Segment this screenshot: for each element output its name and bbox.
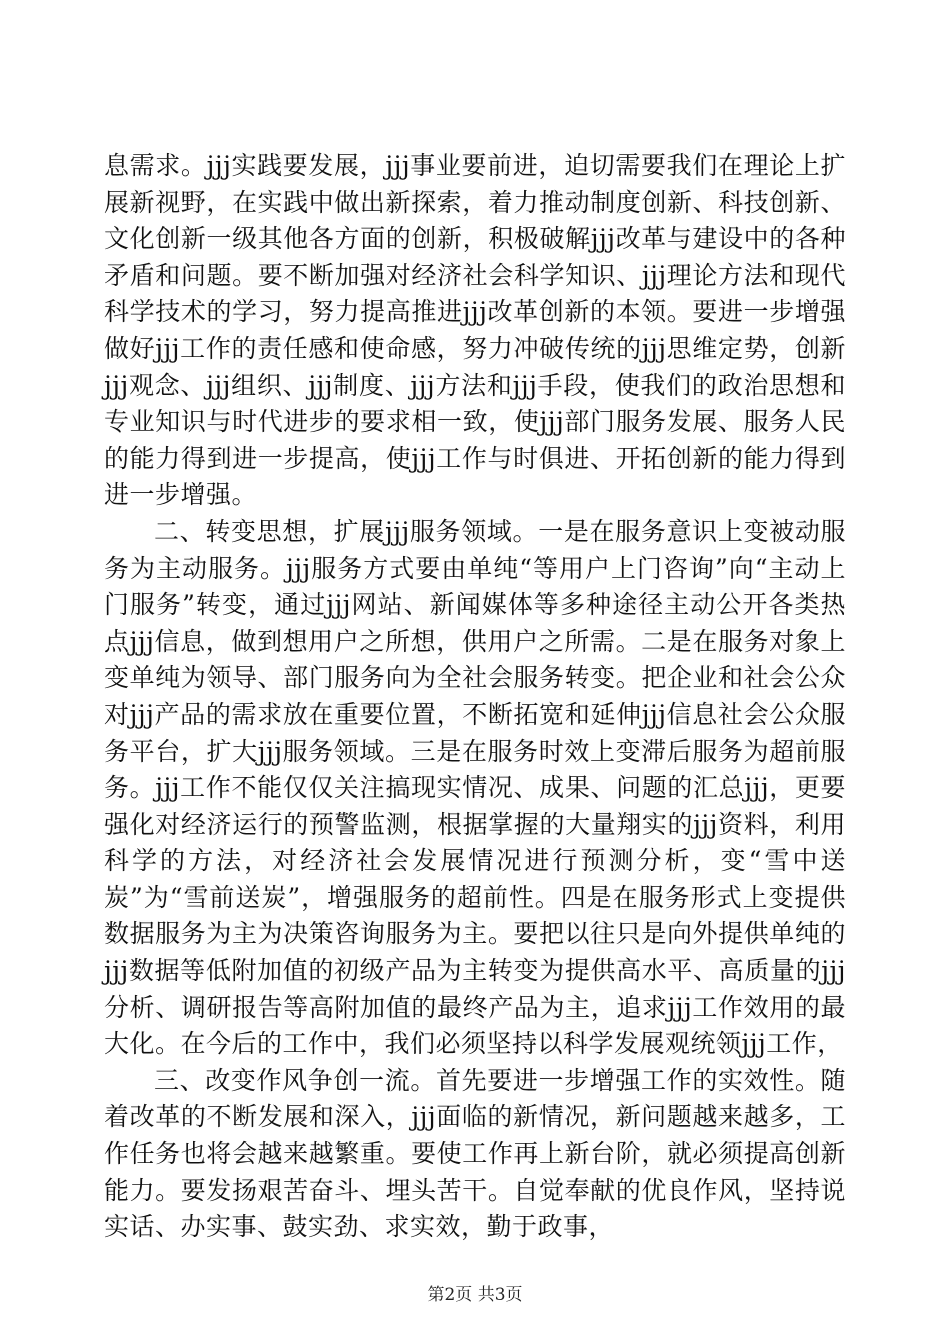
page-number-footer: 第2页 共3页 bbox=[427, 1285, 523, 1305]
paragraph-section-three: 三、改变作风争创一流。首先要进一步增强工作的实效性。随着改革的不断发展和深入，jjj面临的新情况，新问题越来越多，工作任务也将会越来越繁重。要使工作再上新台阶，就必须提高创新能力。要发扬艰苦奋斗、埋头苦干。自觉奉献的优良作风，坚持说实话、办实事、鼓实劲、求实效，勤于政事， bbox=[104, 1065, 846, 1242]
paragraph-section-two: 二、转变思想，扩展jjj服务领域。一是在服务意识上变被动服务为主动服务。jjj服务方式要由单纯“等用户上门咨询”向“主动上门服务”转变，通过jjj网站、新闻媒体等多种途径主动公开各类热点jjj信息，做到想用户之所想，供用户之所需。二是在服务对象上变单纯为领导、部门服务向为全社会服务转变。把企业和社会公众对jjj产品的需求放在重要位置，不断拓宽和延伸jjj信息社会公众服务平台，扩大jjj服务领域。三是在服务时效上变滞后服务为超前服务。jjj工作不能仅仅关注搞现实情况、成果、问题的汇总jjj，更要强化对经济运行的预警监测，根据掌握的大量翔实的jjj资料，利用科学的方法，对经济社会发展情况进行预测分析，变“雪中送炭”为“雪前送炭”，增强服务的超前性。四是在服务形式上变提供数据服务为主为决策咨询服务为主。要把以往只是向外提供单纯的jjj数据等低附加值的初级产品为主转变为提供高水平、高质量的jjj分析、调研报告等高附加值的最终产品为主，追求jjj工作效用的最大化。在今后的工作中，我们必须坚持以科学发展观统领jjj工作， bbox=[104, 516, 846, 1059]
document-body bbox=[104, 148, 846, 1246]
paragraph-continuation: 息需求。jjj实践要发展，jjj事业要前进，迫切需要我们在理论上扩展新视野，在实践中做出新探索，着力推动制度创新、科技创新、文化创新一级其他各方面的创新，积极破解jjj改革与建设中的各种矛盾和问题。要不断加强对经济社会科学知识、jjj理论方法和现代科学技术的学习，努力提高推进jjj改革创新的本领。要进一步增强做好jjj工作的责任感和使命感，努力冲破传统的jjj思维定势，创新jjj观念、jjj组织、jjj制度、jjj方法和jjj手段，使我们的政治思想和专业知识与时代进步的要求相一致，使jjj部门服务发展、服务人民的能力得到进一步提高，使jjj工作与时俱进、开拓创新的能力得到进一步增强。 bbox=[104, 151, 846, 510]
